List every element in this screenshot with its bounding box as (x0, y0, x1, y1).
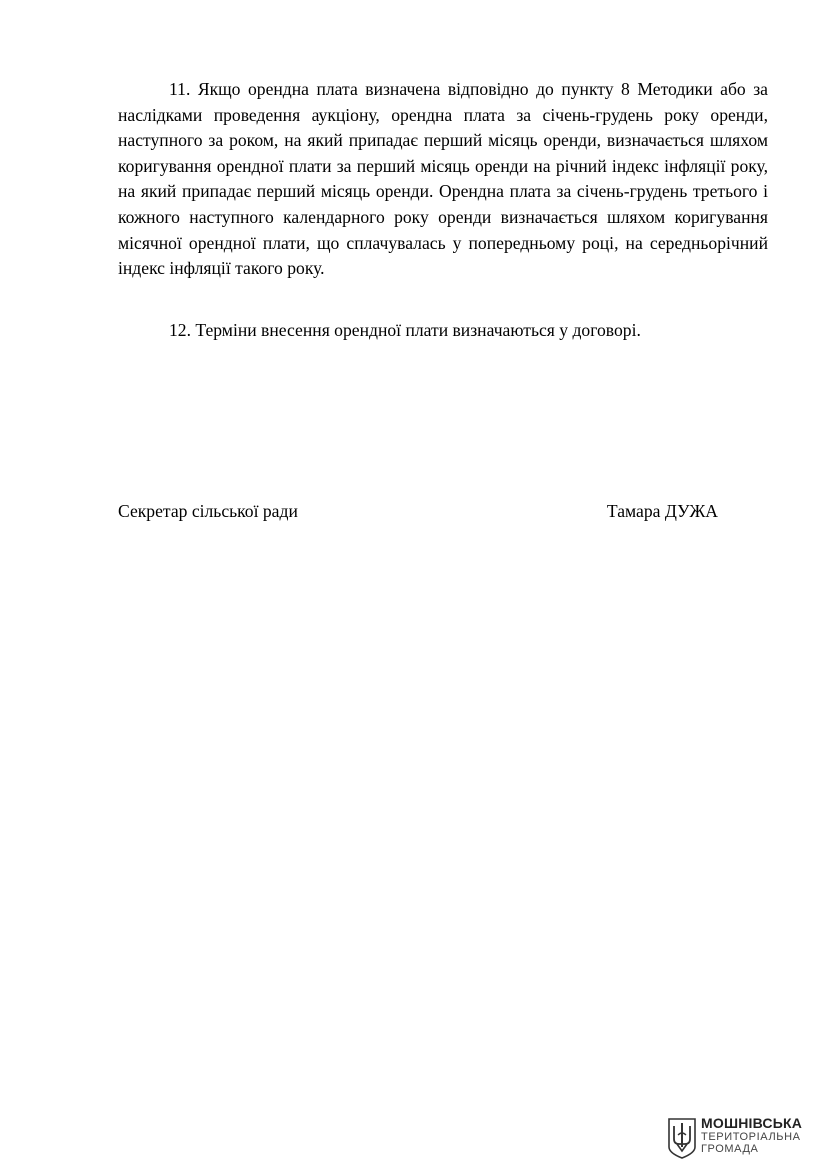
logo-line-2: ТЕРИТОРІАЛЬНА (701, 1131, 801, 1143)
paragraph-12: 12. Терміни внесення орендної плати визначаються у договорі. (169, 320, 641, 340)
logo-text (701, 1116, 802, 1155)
paragraph-11: 11. Якщо орендна плата визначена відповідно до пункту 8 Методики або за наслідками проведення аукціону, орендна плата за січень-грудень року оренди, наступного за роком, на який припадає перший місяць оренди, визначається шляхом коригування орендної плати за перший місяць оренди на річний індекс інфляції року, на який припадає перший місяць оренди. Орендна плата за січень-грудень третього і кожного наступного календарного року оренди визначається шляхом коригування місячної орендної плати, що сплачувалась у попередньому році, на середньорічний індекс інфляції такого року. (118, 79, 768, 279)
signature-name: Тамара ДУЖА (606, 501, 718, 521)
trident-emblem-icon (667, 1117, 697, 1159)
community-logo (667, 1113, 817, 1161)
signature-title: Секретар сільської ради (118, 501, 298, 521)
logo-line-3: ГРОМАДА (701, 1143, 759, 1155)
signature-block (118, 498, 718, 524)
logo-line-1: МОШНІВСЬКА (701, 1115, 803, 1131)
